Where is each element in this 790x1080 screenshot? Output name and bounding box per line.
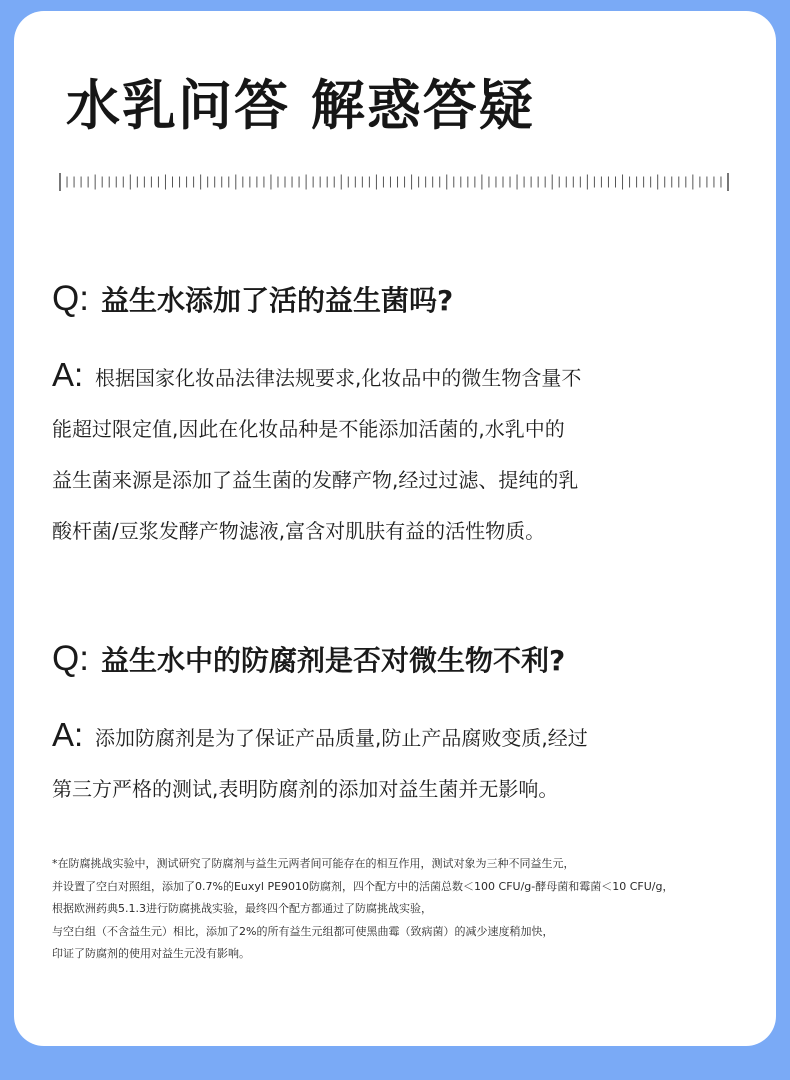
question-marker: Q: (52, 639, 89, 678)
footnote (52, 853, 752, 966)
answer-line: 添加防腐剂是为了保证产品质量,防止产品腐败变质,经过 (95, 726, 588, 750)
qa-item-1 (52, 279, 742, 557)
answer-line: 根据国家化妆品法律法规要求,化妆品中的微生物含量不 (95, 366, 582, 390)
answer-line: 能超过限定值,因此在化妆品种是不能添加活菌的,水乳中的 (52, 417, 565, 441)
question-row (52, 279, 742, 335)
qa-item-2 (52, 639, 742, 815)
question-text: 益生水添加了活的益生菌吗? (100, 284, 454, 317)
page-title: 水乳问答 解惑答疑 (66, 74, 535, 137)
answer-line: 酸杆菌/豆浆发酵产物滤液,富含对肌肤有益的活性物质。 (52, 519, 546, 543)
ruler-divider (59, 166, 729, 198)
footnote-line: *在防腐挑战实验中，测试研究了防腐剂与益生元两者间可能存在的相互作用，测试对象为三种不同益生元， (52, 857, 575, 870)
answer-line: 益生菌来源是添加了益生菌的发酵产物,经过过滤、提纯的乳 (52, 468, 579, 492)
answer-line: 第三方严格的测试,表明防腐剂的添加对益生菌并无影响。 (52, 777, 559, 801)
footnote-line: 并设置了空白对照组，添加了0.7%的Euxyl PE9010防腐剂，四个配方中的活菌总数＜100 CFU/g-酵母菌和霉菌＜10 CFU/g， (52, 879, 674, 893)
question-marker: Q: (52, 279, 89, 318)
footnote-line: 根据欧洲药典5.1.3进行防腐挑战实验，最终四个配方都通过了防腐挑战实验， (52, 902, 432, 915)
footnote-line: 与空白组（不含益生元）相比，添加了2%的所有益生元组都可使黑曲霉（致病菌）的减少速度稍加快， (52, 924, 554, 938)
content-card (14, 11, 776, 1046)
question-row (52, 639, 742, 695)
footnote-line: 印证了防腐剂的使用对益生元没有影响。 (52, 947, 250, 960)
answer-block (52, 713, 742, 815)
answer-block (52, 353, 742, 557)
answer-marker: A: (52, 716, 84, 753)
answer-marker: A: (52, 356, 84, 393)
question-text: 益生水中的防腐剂是否对微生物不利? (100, 644, 566, 677)
